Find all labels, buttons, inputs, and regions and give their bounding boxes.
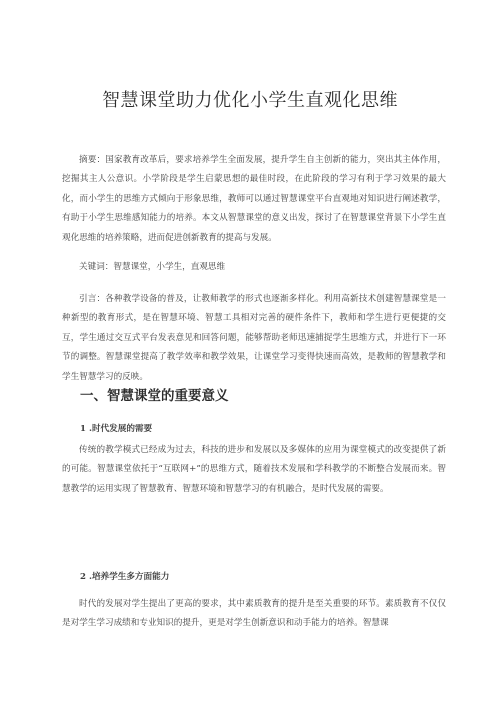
- keywords-line: 关键词：智慧课堂，小学生，直观思维: [79, 262, 226, 272]
- subsection-body-2: 时代的发展对学生提出了更高的要求，其中素质教育的提升是至关重要的环节。素质教育不仅仅是对学生学习成绩和专业知识的提升，更是对学生创新意识和动手能力的培养。智慧课: [62, 599, 446, 629]
- subsection-heading-2: 2 .培养学生多方面能力: [80, 572, 170, 582]
- subsection-heading-1: 1 .时代发展的需要: [80, 424, 153, 434]
- introduction-paragraph: 引言：各种教学设备的普及，让教师教学的形式也逐渐多样化。利用高新技术创建智慧课堂是一种新型的教育形式，是在智慧环境、智慧工具相对完善的硬件条件下，教师和学生进行更便捷的交互，学生通过交互式平台发表意见和回答问题，能够帮助老师迅速捕捉学生思维方式，并进行下一环节的调整。智慧课堂提高了教学效率和教学效果，让课堂学习变得快速而高效，是教师的智慧教学和学生智慧学习的反映。: [62, 294, 446, 382]
- subsection-body-1: 传统的教学模式已经成为过去，科技的进步和发展以及多媒体的应用为课堂模式的改变提供了新的可能。智慧课堂依托于“互联网+”的思维方式，随着技术发展和学科教学的不断整合发展而来。智慧教学的运用实现了智慧教育、智慧环境和智慧学习的有机融合，是时代发展的需要。: [62, 445, 446, 494]
- abstract-paragraph: 摘要：国家教育改革后，要求培养学生全面发展，提升学生自主创新的能力，突出其主体作用，挖掘其主人公意识。小学阶段是学生启蒙思想的最佳时段，在此阶段的学习有利于学习效果的最大化，而小学生的思维方式倾向于形象思维，教师可以通过智慧课堂平台直观地对知识进行阐述教学，有助于小学生思维感知能力的培养。本文从智慧课堂的意义出发，探讨了在智慧课堂背景下小学生直观化思维的培养策略，进而促进创新教育的提高与发展。: [62, 155, 446, 243]
- paper-title: 智慧课堂助力优化小学生直观化思维: [102, 90, 398, 111]
- section-heading: 一、智慧课堂的重要意义: [80, 388, 229, 404]
